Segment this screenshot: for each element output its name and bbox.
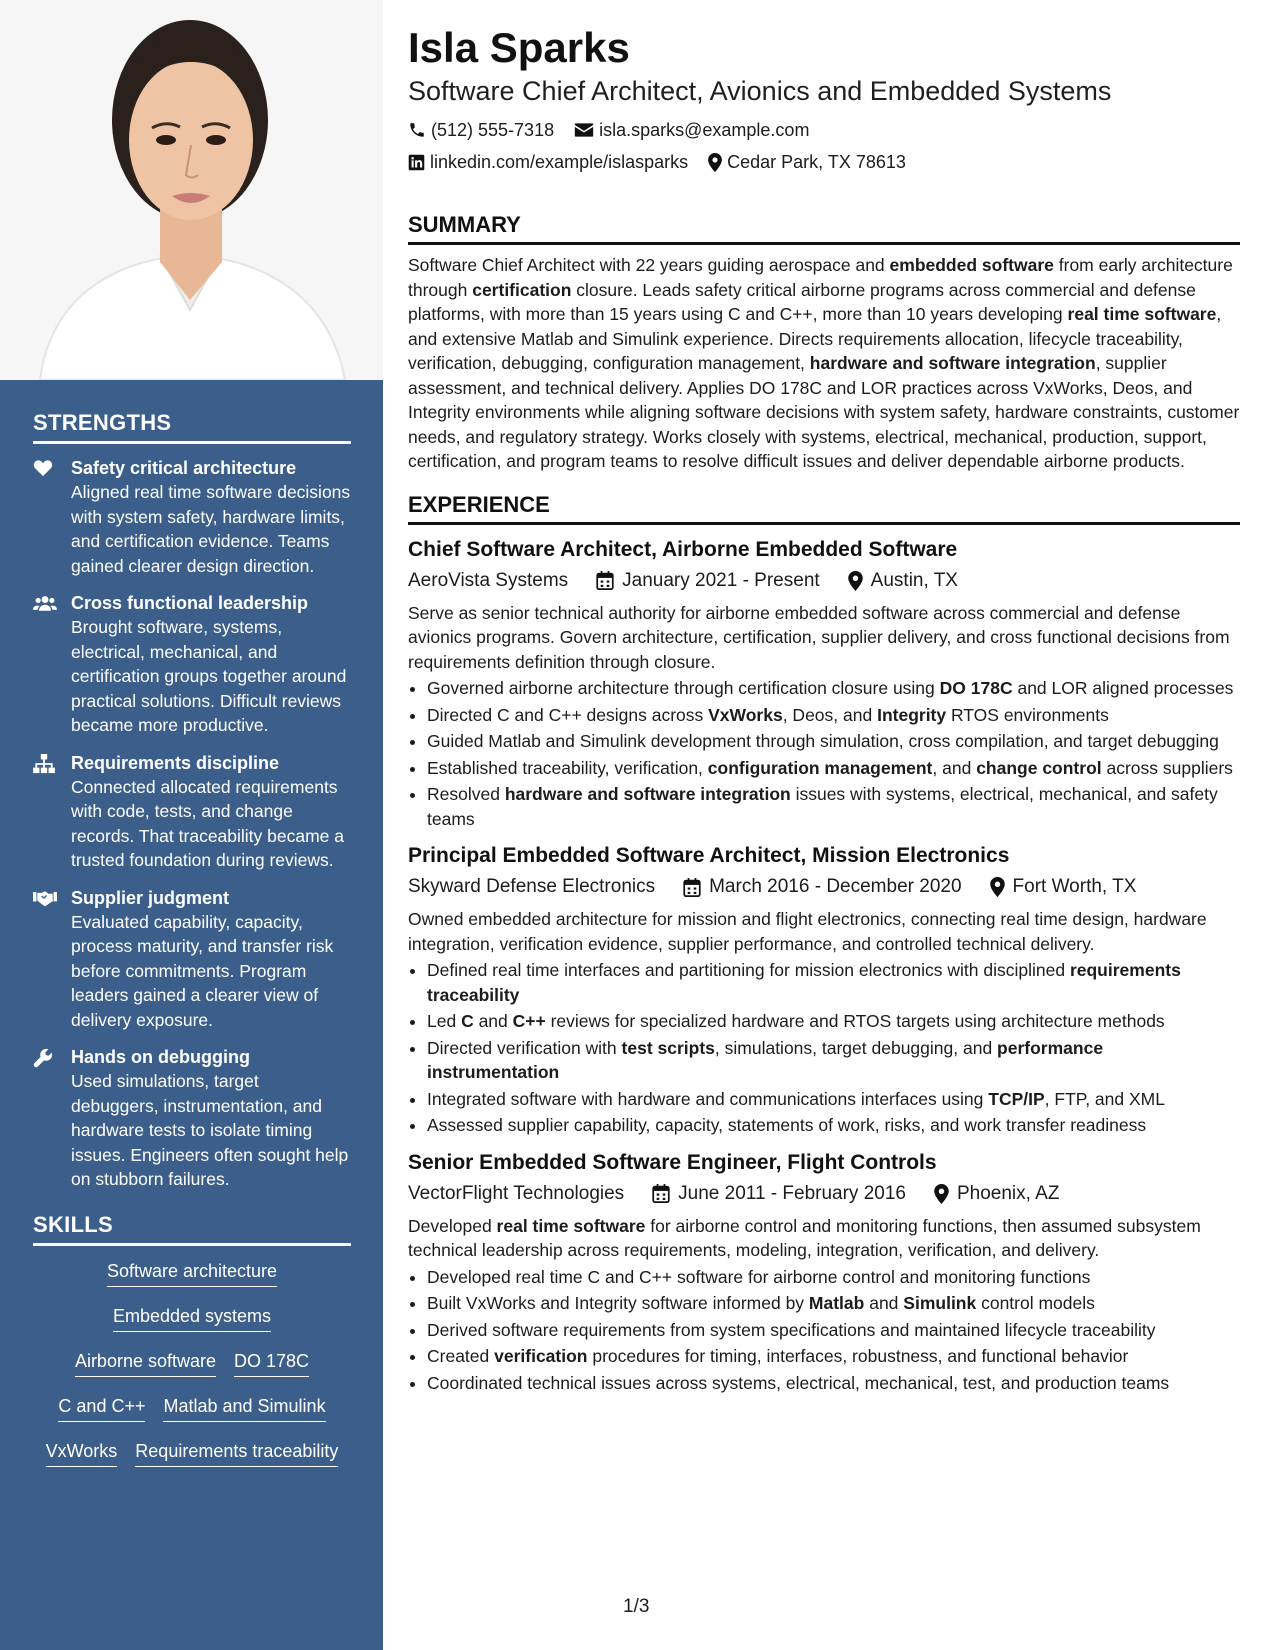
skill-tag: VxWorks [46, 1440, 118, 1467]
map-pin-icon [848, 571, 863, 591]
job-location: Phoenix, AZ [956, 1182, 1060, 1204]
job-meta [408, 871, 1240, 903]
skill-row [33, 1350, 351, 1395]
bold-text: C [461, 1011, 474, 1031]
list-item [427, 1036, 1240, 1085]
text-run: Led [427, 1011, 462, 1031]
job-description [408, 907, 1240, 956]
strength-description: Brought software, systems, electrical, mechanical, and certification groups together around practical solutions. Difficult reviews became more productive. [71, 617, 347, 735]
skills-list [33, 1260, 351, 1485]
bold-text: requirements traceability [427, 960, 1181, 1005]
job-title: Senior Embedded Software Engineer, Flight Controls [408, 1150, 937, 1174]
job-entry [408, 1148, 1240, 1396]
skills-heading: SKILLS [33, 1212, 351, 1246]
text-run: Assessed supplier capability, capacity, statements of work, risks, and work transfer readiness [427, 1115, 1147, 1135]
page-number: 1/3 [623, 1596, 650, 1617]
portrait-photo [0, 0, 383, 380]
job-entry [408, 841, 1240, 1138]
text-run: Guided Matlab and Simulink development through simulation, cross compilation, and target debugging [427, 731, 1219, 751]
skill-row [33, 1395, 351, 1440]
text-run: , and [932, 757, 977, 778]
bold-text: embedded software [889, 255, 1054, 275]
bold-text: performance instrumentation [427, 1037, 1104, 1082]
strength-body [71, 751, 351, 873]
bold-text: VxWorks [708, 704, 783, 725]
text-run: for airborne control and monitoring functions, then assumed subsystem technical leadership across requirements, modeling, integration, verification, and delivery. [408, 1215, 1201, 1260]
calendar-icon [596, 571, 614, 590]
phone-text: (512) 555-7318 [431, 120, 555, 140]
text-run: Coordinated technical issues across systems, electrical, mechanical, test, and production teams [427, 1372, 1170, 1393]
strength-title: Safety critical architecture [71, 458, 297, 478]
text-run: Resolved [427, 784, 505, 804]
bold-text: Integrity [877, 704, 947, 725]
contact-row-2 [408, 146, 1240, 178]
bold-text: hardware and software integration [504, 784, 791, 804]
map-pin-icon [990, 877, 1005, 897]
text-run: Developed real time C and C++ software for airborne control and monitoring functions [427, 1266, 1091, 1287]
bold-text: certification [472, 279, 572, 300]
strength-description: Evaluated capability, capacity, process maturity, and transfer risk before commitments. Program leaders gained a clearer view of delivery exposure. [71, 911, 334, 1030]
strength-description: Used simulations, target debuggers, instrumentation, and hardware tests to isolate timing issues. Engineers often sought help on stubborn failures. [71, 1071, 349, 1189]
list-item [427, 729, 1240, 754]
email-contact[interactable] [574, 114, 809, 146]
handshake-icon [33, 886, 71, 1033]
text-run: Established traceability, verification, [427, 757, 708, 778]
text-run: issues with systems, electrical, mechanical, and safety teams [427, 784, 1218, 829]
strength-title: Supplier judgment [71, 887, 230, 908]
job-description [408, 601, 1240, 675]
strength-body [71, 591, 351, 738]
map-pin-icon [934, 1184, 949, 1204]
job-title: Principal Embedded Software Architect, Mission Electronics [408, 844, 1010, 867]
job-location: Fort Worth, TX [1012, 876, 1137, 897]
text-run: RTOS environments [946, 704, 1109, 725]
summary-heading: SUMMARY [408, 212, 1240, 245]
text-run: reviews for specialized hardware and RTOS targets using architecture methods [545, 1011, 1165, 1031]
bold-text: configuration management [707, 757, 933, 778]
job-dates: June 2011 - February 2016 [678, 1182, 906, 1204]
list-item [427, 958, 1240, 1007]
text-run: and [864, 1293, 904, 1313]
envelope-icon [574, 122, 594, 138]
calendar-icon [652, 1184, 670, 1203]
strength-item [33, 591, 351, 738]
text-run: and [473, 1011, 513, 1031]
bold-text: hardware and software integration [809, 353, 1096, 373]
text-run: Directed verification with [427, 1037, 622, 1058]
job-dates: March 2016 - December 2020 [709, 876, 962, 897]
text-run: , supplier assessment, and technical delivery. Applies DO 178C and LOR practices across VxWorks, Deos, and Integrity environments while aligning software decisions with system safety, hardware constraints, customer needs, and regulatory strategy. Works closely with systems, electrical, mechanical, production, support, certification, and program teams to resolve difficult issues and deliver dependable airborne products. [408, 353, 1240, 471]
skill-row [33, 1305, 351, 1350]
job-location: Austin, TX [870, 569, 958, 591]
text-run: , simulations, target debugging, and [714, 1037, 998, 1058]
skill-tag: DO 178C [234, 1350, 309, 1377]
strength-item [33, 886, 351, 1033]
text-run: Developed [408, 1215, 497, 1236]
email-text: isla.sparks@example.com [599, 120, 810, 140]
text-run: Serve as senior technical authority for airborne embedded software across commercial and defense avionics programs. Govern architecture, certification, supplier delivery, and cross functional decisions from requirements definition through closure. [408, 602, 1230, 672]
list-item [427, 1113, 1240, 1138]
text-run: Owned embedded architecture for mission and flight electronics, connecting real time design, hardware integration, verification evidence, supplier performance, and controlled technical delivery. [408, 909, 1207, 954]
phone-icon [408, 121, 426, 139]
text-run: and LOR aligned processes [1012, 678, 1234, 698]
skill-tag: Requirements traceability [135, 1440, 338, 1467]
main-content [408, 22, 1240, 1397]
linkedin-text: linkedin.com/example/islasparks [430, 152, 689, 172]
strength-body [71, 886, 351, 1033]
job-bullets [408, 958, 1240, 1138]
strength-item [33, 1045, 351, 1192]
bold-text: change control [976, 757, 1102, 778]
skill-row [33, 1260, 351, 1305]
list-item [427, 756, 1240, 781]
text-run: Integrated software with hardware and communications interfaces using [427, 1088, 989, 1109]
strength-item [33, 751, 351, 873]
text-run: , Deos, and [782, 704, 878, 725]
linkedin-icon [408, 154, 425, 171]
bold-text: real time software [1067, 304, 1217, 324]
map-pin-icon [708, 153, 722, 172]
text-run: Defined real time interfaces and partitioning for mission electronics with disciplined [427, 960, 1070, 980]
list-item [427, 782, 1240, 831]
job-bullets [408, 676, 1240, 831]
contact-row-1 [408, 114, 1240, 146]
experience-list [408, 535, 1240, 1396]
strength-description: Aligned real time software decisions with system safety, hardware limits, and certification evidence. Teams gained clearer design direction. [71, 482, 351, 576]
summary-text [408, 253, 1240, 474]
text-run: Governed airborne architecture through certification closure using [427, 678, 940, 698]
strengths-heading: STRENGTHS [33, 410, 351, 444]
list-item [427, 1318, 1240, 1343]
text-run: , FTP, and XML [1044, 1088, 1165, 1109]
strength-body [71, 1045, 351, 1192]
text-run: Derived software requirements from system specifications and maintained lifecycle traceability [427, 1319, 1156, 1340]
text-run: from early architecture through [408, 255, 1233, 300]
bold-text: TCP/IP [988, 1088, 1045, 1109]
company-name: Skyward Defense Electronics [408, 876, 656, 897]
list-item [427, 1009, 1240, 1034]
text-run: Built VxWorks and Integrity software informed by [427, 1293, 809, 1313]
text-run: Created [427, 1346, 495, 1366]
strength-title: Requirements discipline [71, 752, 280, 773]
phone-contact[interactable] [408, 114, 554, 146]
text-run: across suppliers [1101, 757, 1233, 778]
text-run: control models [976, 1293, 1095, 1313]
text-run: Software Chief Architect with 22 years guiding aerospace and [408, 255, 890, 275]
job-dates: January 2021 - Present [622, 569, 820, 591]
calendar-icon [683, 878, 701, 897]
company-name: VectorFlight Technologies [408, 1182, 625, 1204]
list-item [427, 1291, 1240, 1316]
skill-tag: Embedded systems [113, 1305, 271, 1332]
list-item [427, 1344, 1240, 1369]
strength-body [71, 456, 351, 578]
text-run: Directed C and C++ designs across [427, 704, 709, 725]
bold-text: Matlab [808, 1293, 865, 1313]
list-item [427, 1087, 1240, 1112]
bold-text: Simulink [903, 1293, 977, 1313]
candidate-headline: Software Chief Architect, Avionics and Embedded Systems [408, 76, 1112, 106]
strength-title: Cross functional leadership [71, 593, 309, 613]
list-item [427, 1265, 1240, 1290]
candidate-name: Isla Sparks [408, 24, 630, 71]
strength-item [33, 456, 351, 578]
users-icon [33, 591, 71, 738]
list-item [427, 676, 1240, 701]
strength-title: Hands on debugging [71, 1047, 250, 1067]
text-run: closure. Leads safety critical airborne programs across commercial and defense platforms, with more than 15 years using C and C++, more than 10 years developing [408, 279, 1196, 324]
wrench-icon [33, 1045, 71, 1192]
skill-row [33, 1440, 351, 1485]
location-text: Cedar Park, TX 78613 [727, 152, 906, 172]
strength-description: Connected allocated requirements with code, tests, and change records. That traceability became a trusted foundation during reviews. [71, 776, 345, 870]
profile-photo [0, 0, 383, 380]
job-entry [408, 535, 1240, 832]
skill-tag: C and C++ [58, 1395, 145, 1422]
heart-icon [33, 456, 71, 578]
job-title: Chief Software Architect, Airborne Embedded Software [408, 537, 958, 561]
bold-text: test scripts [621, 1037, 715, 1058]
job-bullets [408, 1265, 1240, 1396]
bold-text: DO 178C [939, 678, 1013, 698]
company-name: AeroVista Systems [408, 569, 569, 591]
job-description [408, 1214, 1240, 1263]
list-item [427, 1371, 1240, 1396]
bold-text: C++ [512, 1011, 546, 1031]
sidebar [0, 0, 383, 1650]
strengths-list [33, 456, 351, 1192]
text-run: procedures for timing, interfaces, robustness, and functional behavior [587, 1346, 1129, 1366]
job-meta [408, 1178, 1240, 1210]
bold-text: verification [494, 1346, 588, 1366]
bold-text: real time software [496, 1215, 646, 1236]
list-item [427, 703, 1240, 728]
location-contact [708, 146, 906, 178]
job-meta [408, 565, 1240, 597]
experience-heading: EXPERIENCE [408, 492, 1240, 525]
skill-tag: Matlab and Simulink [163, 1395, 325, 1422]
text-run: , and extensive Matlab and Simulink experience. Directs requirements allocation, lifecycle traceability, verification, debugging, configuration management, [408, 304, 1222, 373]
linkedin-contact[interactable] [408, 146, 688, 178]
skill-tag: Airborne software [75, 1350, 216, 1377]
skill-tag: Software architecture [107, 1260, 277, 1287]
sitemap-icon [33, 751, 71, 873]
